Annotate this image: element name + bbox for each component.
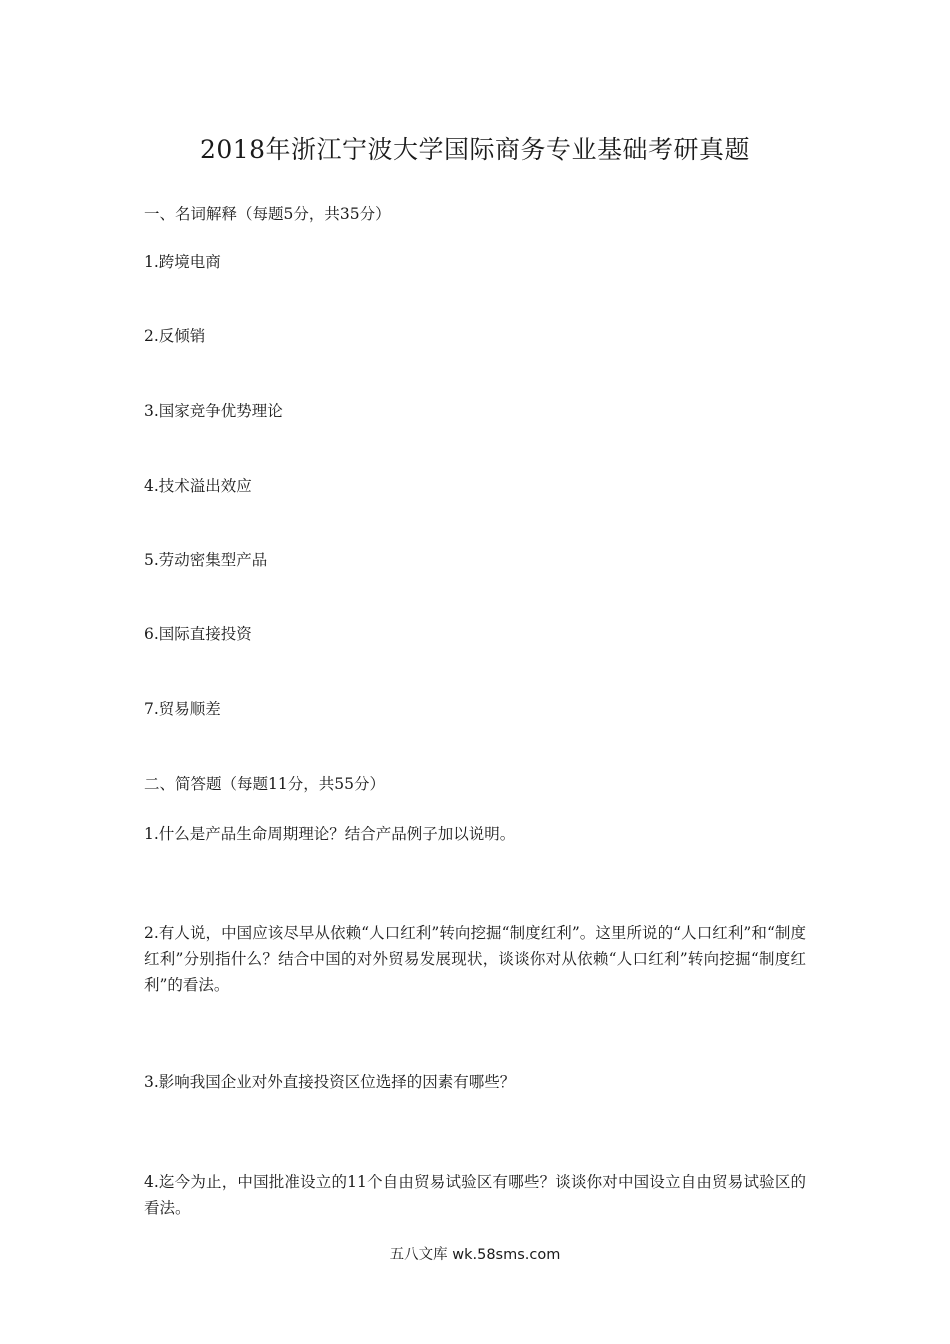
section-heading-short-answer: 二、简答题（每题11分，共55分） [144, 775, 385, 793]
question-item: 4.迄今为止，中国批准设立的11个自由贸易试验区有哪些？谈谈你对中国设立自由贸易试验区的看法。 [144, 1173, 806, 1217]
term-item: 1.跨境电商 [144, 253, 221, 271]
term-item: 7.贸易顺差 [144, 700, 221, 718]
footer-watermark: 五八文库 wk.58sms.com [389, 1247, 561, 1263]
section-heading-terms: 一、名词解释（每题5分，共35分） [144, 205, 391, 223]
term-item: 2.反倾销 [144, 327, 206, 345]
page-title: 2018年浙江宁波大学国际商务专业基础考研真题 [199, 135, 751, 164]
question-item: 3.影响我国企业对外直接投资区位选择的因素有哪些？ [144, 1073, 516, 1091]
term-item: 4.技术溢出效应 [144, 477, 252, 495]
question-item: 2.有人说，中国应该尽早从依赖“人口红利”转向挖掘“制度红利”。这里所说的“人口红利”和“制度红利”分别指什么？结合中国的对外贸易发展现状，谈谈你对从依赖“人口红利”转向挖掘“制度红利”的看法。 [144, 924, 806, 994]
term-item: 6.国际直接投资 [144, 625, 252, 643]
term-item: 5.劳动密集型产品 [144, 551, 268, 569]
question-item: 1.什么是产品生命周期理论？结合产品例子加以说明。 [144, 825, 516, 843]
term-item: 3.国家竞争优势理论 [144, 402, 283, 420]
